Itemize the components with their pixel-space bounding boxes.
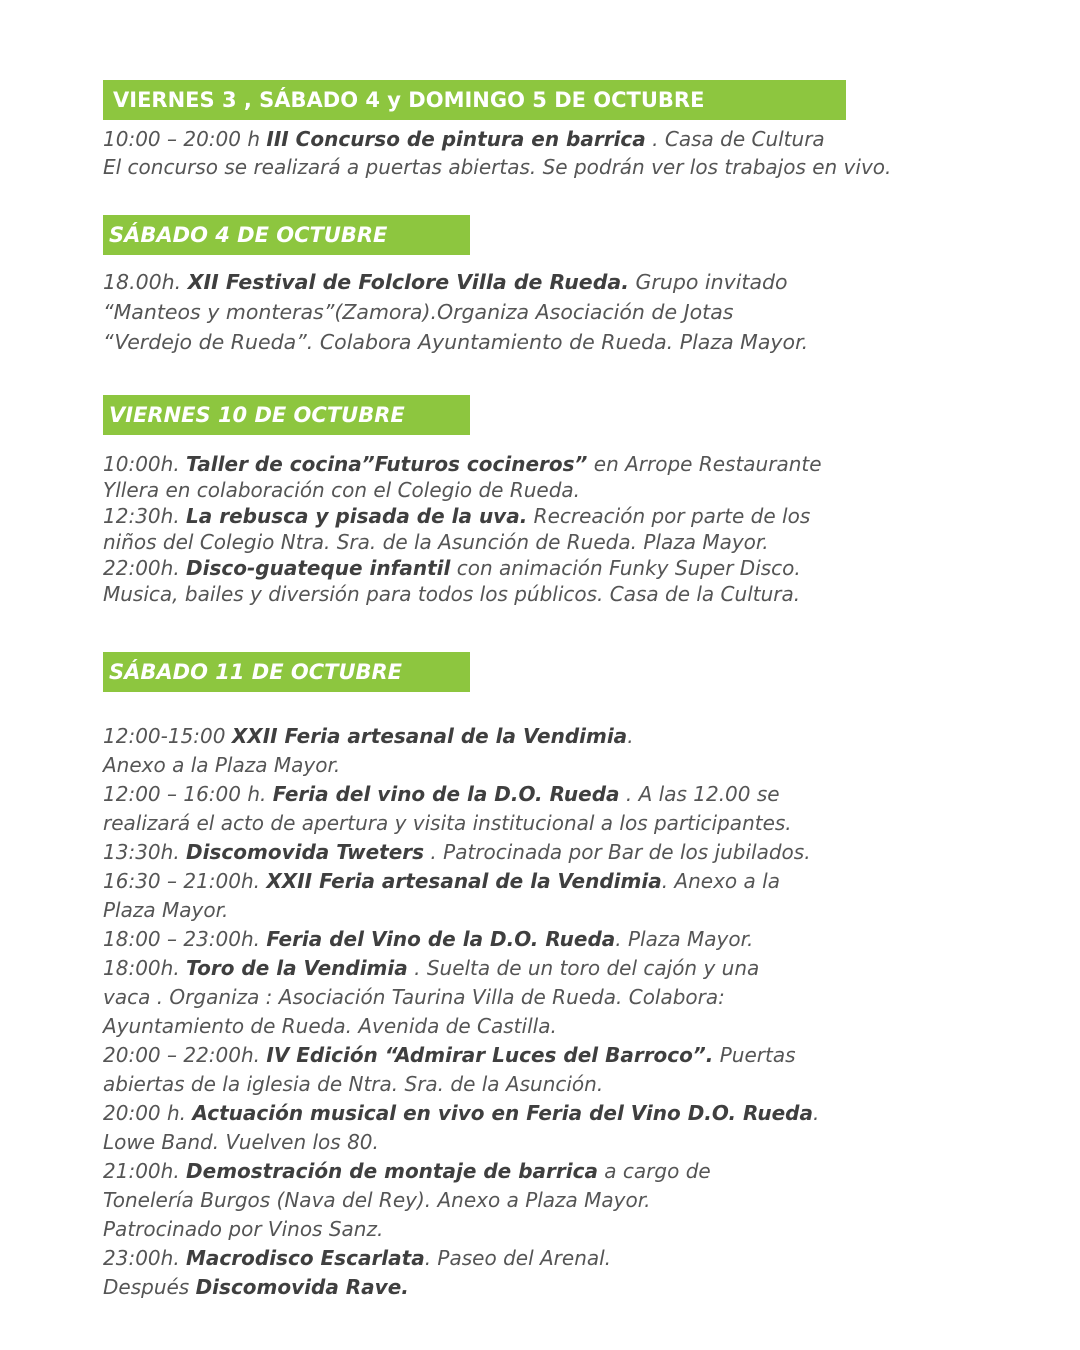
- event-line-text: . Plaza Mayor.: [615, 927, 754, 951]
- event-line-text: 10:00h.: [103, 452, 187, 476]
- section-heading-oct-10: VIERNES 10 DE OCTUBRE: [103, 395, 470, 435]
- event-line-text: . A las 12.00 se: [619, 782, 780, 806]
- event-line: [103, 1244, 819, 1273]
- event-line-text: . Suelta de un toro del cajón y una: [407, 956, 760, 980]
- event-line-text: .: [812, 1101, 820, 1125]
- event-line: [103, 1099, 819, 1128]
- event-line-text: 18:00 – 23:00h.: [103, 927, 267, 951]
- event-title: IV Edición “Admirar Luces del Barroco”.: [266, 1043, 714, 1067]
- event-title: XII Festival de Folclore Villa de Rueda.: [187, 270, 629, 294]
- event-line: [103, 896, 819, 925]
- event-title: Toro de la Vendimia: [186, 956, 408, 980]
- event-line-text: Ayuntamiento de Rueda. Avenida de Castilla.: [103, 1014, 557, 1038]
- event-line-text: 12:00 – 16:00 h.: [103, 782, 273, 806]
- event-line-text: Después: [103, 1275, 196, 1299]
- event-line: [103, 1186, 819, 1215]
- event-line-text: 22:00h.: [103, 556, 187, 580]
- event-line: [103, 503, 822, 529]
- event-line-text: abiertas de la iglesia de Ntra. Sra. de la Asunción.: [103, 1072, 604, 1096]
- event-line-text: . Patrocinada por Bar de los jubilados.: [424, 840, 811, 864]
- section-heading-oct-3-5: VIERNES 3 , SÁBADO 4 y DOMINGO 5 DE OCTUBRE: [103, 80, 846, 120]
- event-line: [103, 153, 891, 181]
- event-line: [103, 954, 819, 983]
- event-line: [103, 780, 819, 809]
- event-line-text: con animación Funky Super Disco.: [450, 556, 801, 580]
- event-line-text: Anexo a la Plaza Mayor.: [103, 753, 341, 777]
- event-line: [103, 1157, 819, 1186]
- event-line-text: 23:00h.: [103, 1246, 187, 1270]
- event-line-text: 18:00h.: [103, 956, 187, 980]
- event-line-text: 10:00 – 20:00 h: [103, 127, 267, 151]
- event-line-text: Grupo invitado: [629, 270, 788, 294]
- event-line: [103, 327, 808, 357]
- event-line-text: Lowe Band. Vuelven los 80.: [103, 1130, 379, 1154]
- event-line: [103, 477, 822, 503]
- event-line-text: . Casa de Cultura: [645, 127, 825, 151]
- event-line: [103, 983, 819, 1012]
- event-line-text: 12:00-15:00: [103, 724, 232, 748]
- section-body-oct-4: [103, 267, 808, 357]
- event-line-text: Patrocinado por Vinos Sanz.: [103, 1217, 384, 1241]
- event-line: [103, 1070, 819, 1099]
- event-title: Feria del Vino de la D.O. Rueda: [266, 927, 616, 951]
- event-line-text: 12:30h.: [103, 504, 187, 528]
- event-line-text: 18.00h.: [103, 270, 188, 294]
- event-line-text: Puertas: [713, 1043, 796, 1067]
- event-line-text: .: [627, 724, 634, 748]
- event-line-text: Yllera en colaboración con el Colegio de Rueda.: [103, 478, 581, 502]
- event-line: [103, 838, 819, 867]
- event-line: [103, 1041, 819, 1070]
- event-line-text: vaca . Organiza : Asociación Taurina Villa de Rueda. Colabora:: [103, 985, 725, 1009]
- event-line-text: “Manteos y monteras”(Zamora).Organiza Asociación de Jotas: [103, 300, 734, 324]
- event-title: Disco-guateque infantil: [186, 556, 451, 580]
- event-title: Discomovida Tweters: [186, 840, 425, 864]
- event-line-text: niños del Colegio Ntra. Sra. de la Asunción de Rueda. Plaza Mayor.: [103, 530, 769, 554]
- event-title: Macrodisco Escarlata: [186, 1246, 425, 1270]
- event-line: [103, 925, 819, 954]
- event-line: [103, 581, 822, 607]
- event-line: [103, 751, 819, 780]
- event-line: [103, 1215, 819, 1244]
- event-line-text: 13:30h.: [103, 840, 187, 864]
- event-line: [103, 1273, 819, 1302]
- event-title: La rebusca y pisada de la uva.: [186, 504, 528, 528]
- event-line-text: 16:30 – 21:00h.: [103, 869, 267, 893]
- event-line: [103, 809, 819, 838]
- event-line-text: El concurso se realizará a puertas abiertas. Se podrán ver los trabajos en vivo.: [103, 155, 892, 179]
- event-title: III Concurso de pintura en barrica: [266, 127, 646, 151]
- event-line-text: Tonelería Burgos (Nava del Rey). Anexo a Plaza Mayor.: [103, 1188, 651, 1212]
- section-body-oct-3-5: [103, 125, 891, 181]
- event-line-text: 21:00h.: [103, 1159, 187, 1183]
- event-line: [103, 297, 808, 327]
- event-title: Feria del vino de la D.O. Rueda: [272, 782, 620, 806]
- event-line: [103, 125, 891, 153]
- event-line: [103, 1128, 819, 1157]
- event-line-text: “Verdejo de Rueda”. Colabora Ayuntamiento de Rueda. Plaza Mayor.: [103, 330, 809, 354]
- event-line: [103, 529, 822, 555]
- event-line-text: Recreación por parte de los: [527, 504, 811, 528]
- event-line-text: 20:00 – 22:00h.: [103, 1043, 267, 1067]
- section-heading-oct-4: SÁBADO 4 DE OCTUBRE: [103, 215, 470, 255]
- event-title: XXII Feria artesanal de la Vendimia: [231, 724, 628, 748]
- event-line-text: . Anexo a la: [661, 869, 780, 893]
- section-heading-oct-11: SÁBADO 11 DE OCTUBRE: [103, 652, 470, 692]
- event-line: [103, 867, 819, 896]
- event-line: [103, 451, 822, 477]
- section-body-oct-11: [103, 722, 819, 1302]
- event-line: [103, 555, 822, 581]
- event-line-text: Plaza Mayor.: [103, 898, 229, 922]
- event-line-text: en Arrope Restaurante: [587, 452, 822, 476]
- event-title: XXII Feria artesanal de la Vendimia: [266, 869, 662, 893]
- event-line-text: 20:00 h.: [103, 1101, 193, 1125]
- event-line-text: Musica, bailes y diversión para todos los públicos. Casa de la Cultura.: [103, 582, 801, 606]
- section-body-oct-10: [103, 451, 822, 607]
- event-title: Taller de cocina”Futuros cocineros”: [186, 452, 588, 476]
- event-line: [103, 1012, 819, 1041]
- event-line-text: realizará el acto de apertura y visita institucional a los participantes.: [103, 811, 792, 835]
- event-title: Actuación musical en vivo en Feria del Vino D.O. Rueda: [192, 1101, 813, 1125]
- event-line: [103, 722, 819, 751]
- event-line: [103, 267, 808, 297]
- event-line-text: . Paseo del Arenal.: [424, 1246, 612, 1270]
- event-title: Demostración de montaje de barrica: [186, 1159, 598, 1183]
- event-title: Discomovida Rave.: [195, 1275, 409, 1299]
- event-line-text: a cargo de: [597, 1159, 711, 1183]
